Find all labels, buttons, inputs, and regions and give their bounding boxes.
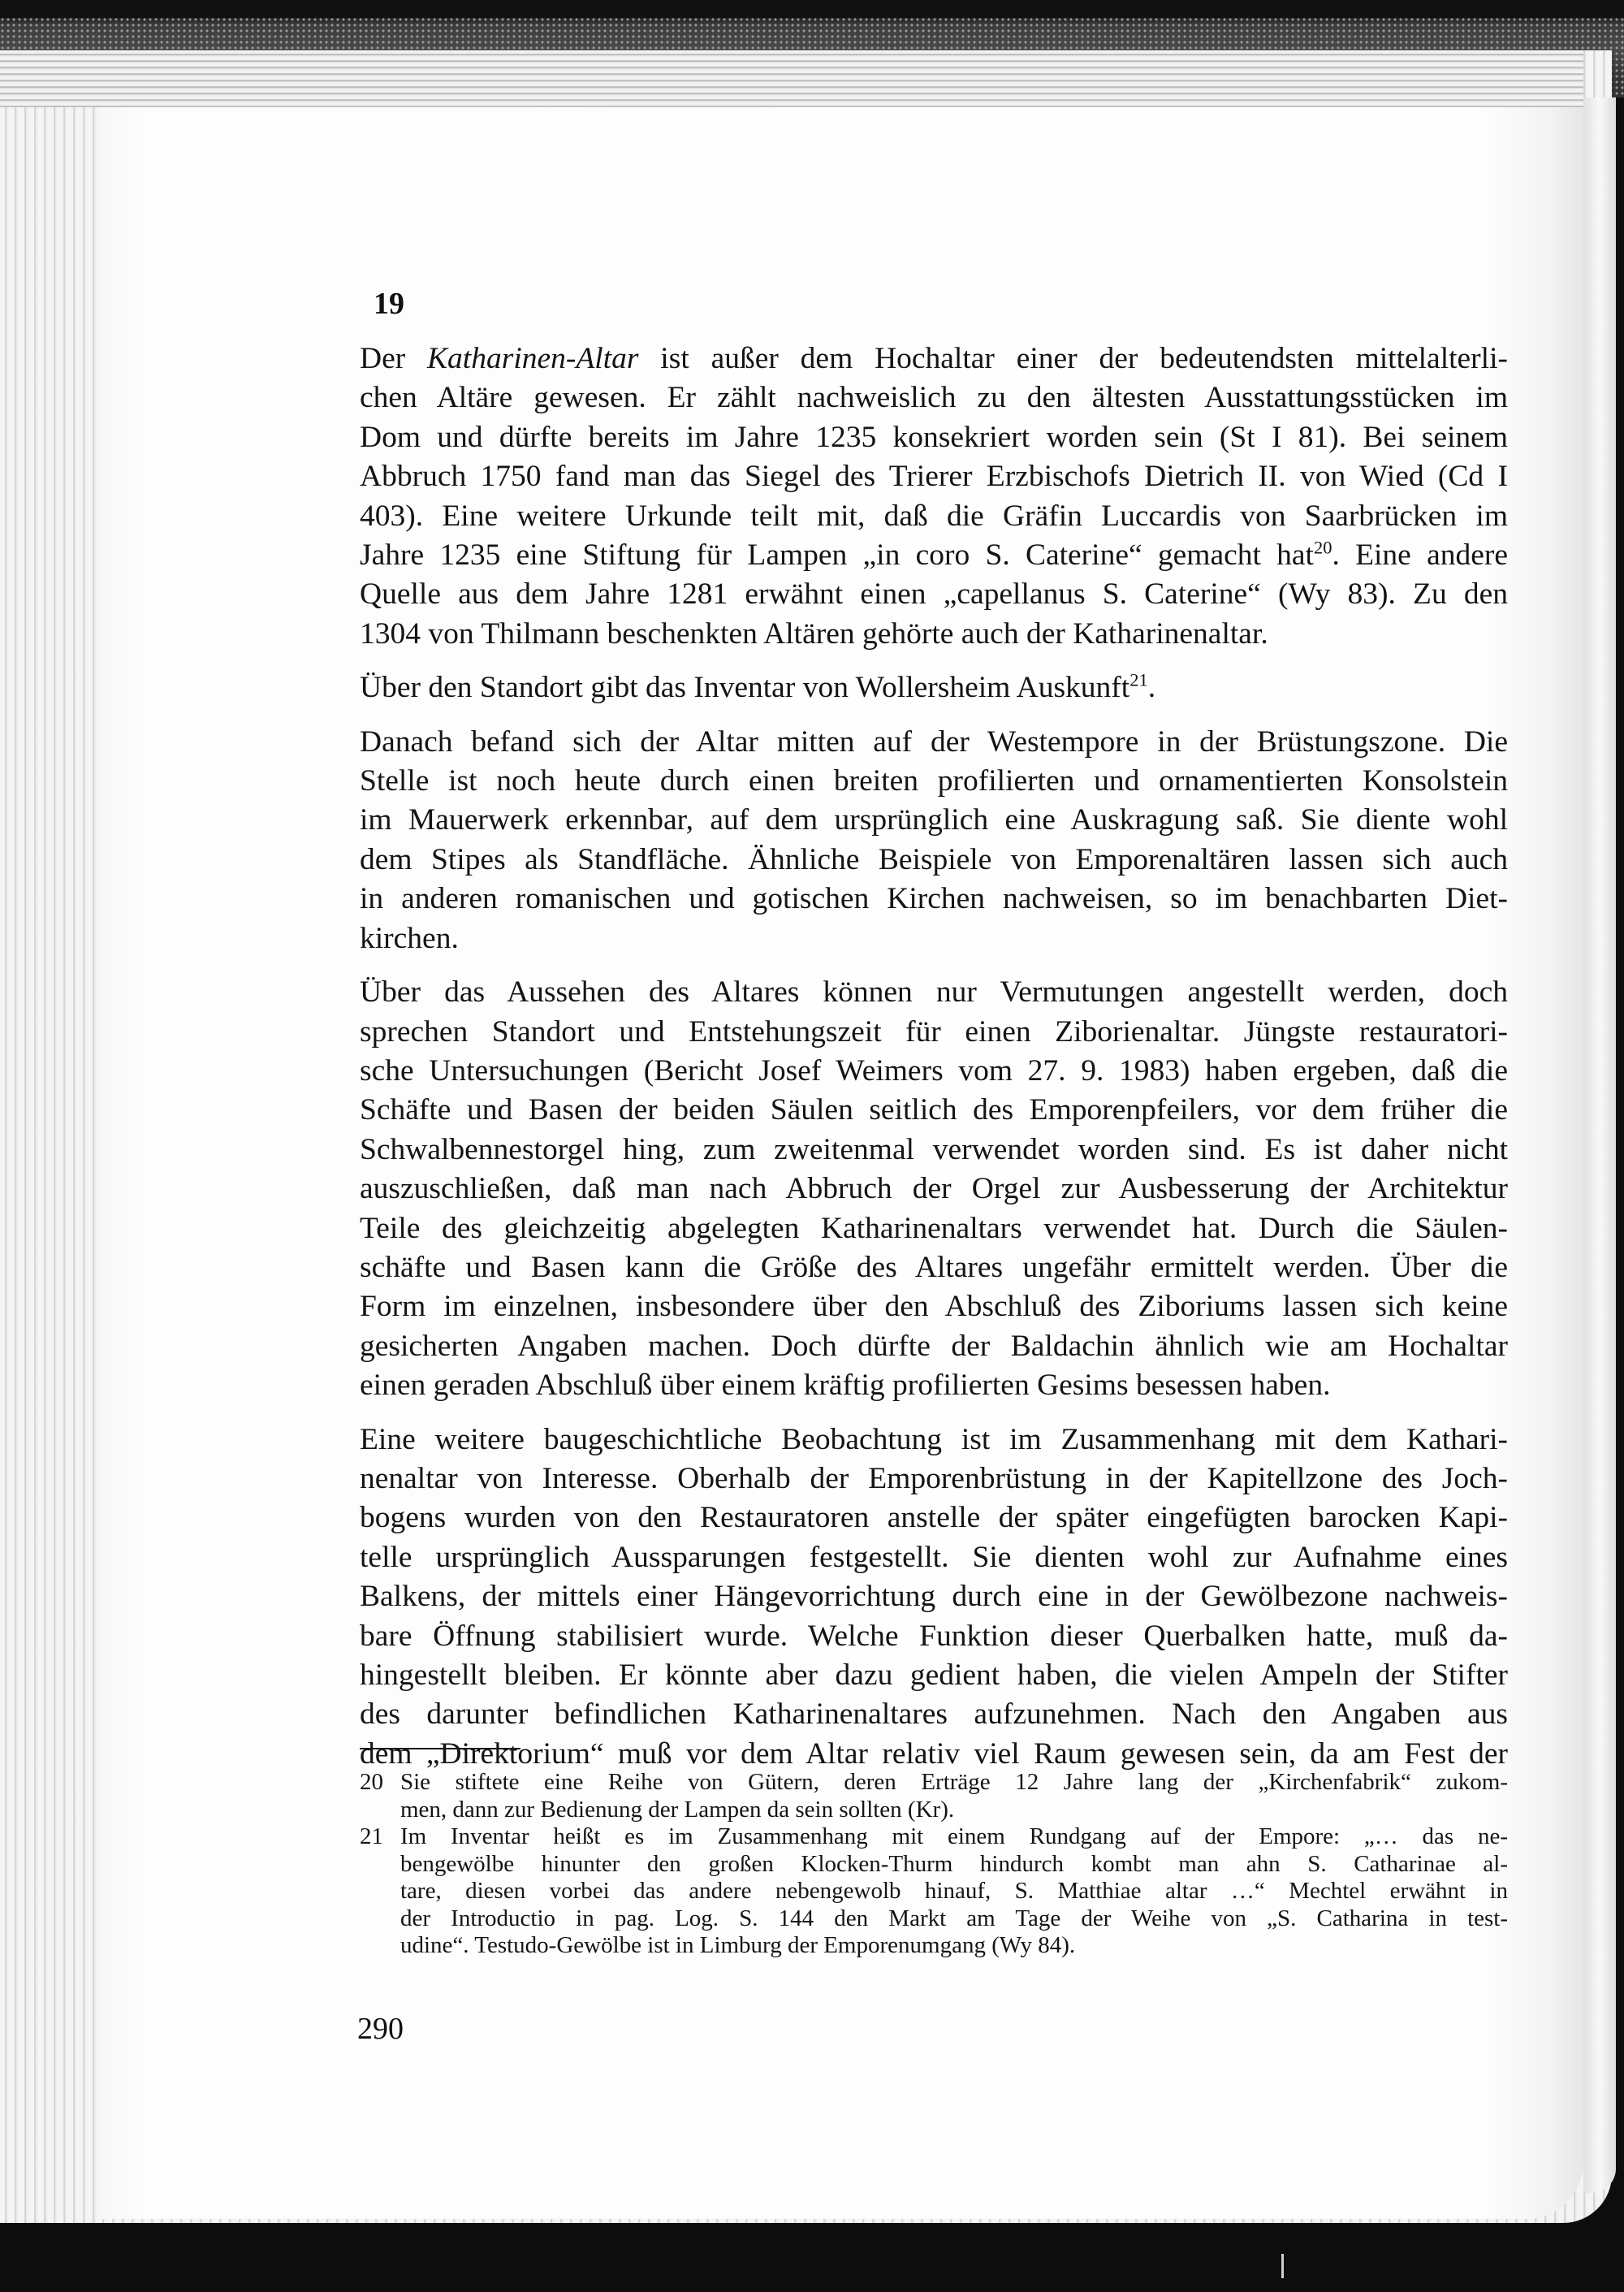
footnote-line: Im Inventar heißt es im Zusammenhang mit einem Rundgang auf der Empore: „… das ne- — [400, 1823, 1508, 1849]
body-text — [360, 339, 1508, 1788]
footnote-number: 20 — [360, 1769, 383, 1795]
footnote-line: udine“. Testudo-Gewölbe ist in Limburg der Emporenumgang (Wy 84). — [400, 1932, 1076, 1958]
footnote-reference[interactable]: 20 — [1313, 537, 1332, 558]
emphasized-term: Katharinen-Altar — [427, 342, 639, 375]
footnote-line: tare, diesen vorbei das andere nebengewolb hinauf, S. Matthiae altar …“ Mechtel erwähnt in — [400, 1878, 1508, 1904]
text-line: bare Öffnung stabilisiert wurde. Welche Funktion dieser Querbalken hatte, muß da- — [360, 1619, 1508, 1653]
text-line: sche Untersuchungen (Bericht Josef Weimers vom 27. 9. 1983) haben ergeben, daß die — [360, 1053, 1508, 1088]
paragraph — [360, 973, 1508, 1405]
page-stack-top-edges — [0, 50, 1583, 107]
text-line: Danach befand sich der Altar mitten auf der Westempore in der Brüstungszone. Die — [360, 724, 1508, 759]
bookmark-thread — [1281, 2254, 1284, 2278]
footnote-line: bengewölbe hinunter den großen Klocken-Thurm hindurch kombt man ahn S. Catharinae al- — [400, 1850, 1508, 1877]
text-line: telle ursprünglich Aussparungen festgestellt. Sie dienten wohl zur Aufnahme eines — [360, 1540, 1508, 1574]
text-line: chen Altäre gewesen. Er zählt nachweislich zu den ältesten Ausstattungsstücken im — [360, 381, 1508, 415]
text-line: Über den Standort gibt das Inventar von Wollersheim Auskunft$^{21}$. — [360, 669, 1156, 705]
text-line: gesicherten Angaben machen. Doch dürfte der Baldachin ähnlich wie am Hochaltar — [360, 1329, 1508, 1363]
dark-background-top — [0, 0, 1624, 18]
paragraph — [360, 339, 1508, 654]
text-line: hingestellt bleiben. Er könnte aber dazu gedient haben, die vielen Ampeln der Stifter — [360, 1658, 1508, 1692]
footnote-line: Sie stiftete eine Reihe von Gütern, deren Erträge 12 Jahre lang der „Kirchenfabrik“ zukom- — [400, 1769, 1508, 1795]
right-page-edge — [1583, 97, 1616, 2193]
text-line: Balkens, der mittels einer Hängevorrichtung durch eine in der Gewölbezone nachweis- — [360, 1580, 1508, 1614]
section-number: 19 — [374, 287, 404, 321]
footnote-line: der Introductio in pag. Log. S. 144 den Markt am Tage der Weihe von „S. Catharina in test- — [400, 1905, 1508, 1931]
text-line: Form im einzelnen, insbesondere über den Abschluß des Ziboriums lassen sich keine — [360, 1290, 1508, 1324]
text-line: einen geraden Abschluß über einem kräftig profilierten Gesims besessen haben. — [360, 1369, 1331, 1403]
text-line: 403). Eine weitere Urkunde teilt mit, daß die Gräfin Luccardis von Saarbrücken im — [360, 499, 1508, 533]
text-line: schäfte und Basen kann die Größe des Altares ungefähr ermittelt werden. Über die — [360, 1250, 1508, 1284]
paragraph — [360, 1421, 1508, 1775]
footnote-20 — [360, 1769, 1508, 1823]
text-line: Eine weitere baugeschichtliche Beobachtung ist im Zusammenhang mit dem Kathari- — [360, 1422, 1508, 1456]
text-line: Der Katharinen-Altar ist außer dem Hochaltar einer der bedeutendsten mittelalterli- — [360, 342, 1508, 375]
footnote-number: 21 — [360, 1823, 383, 1849]
text-line: dem Stipes als Standfläche. Ähnliche Beispiele von Emporenaltären lassen sich auch — [360, 842, 1508, 876]
text-line: in anderen romanischen und gotischen Kirchen nachweisen, so im benachbarten Diet- — [360, 882, 1508, 916]
footnote-21 — [360, 1823, 1508, 1960]
text-line: Jahre 1235 eine Stiftung für Lampen „in coro S. Caterine“ gemacht hat$^{20}$. Eine andere — [360, 537, 1508, 573]
text-line: Schwalbennestorgel hing, zum zweitenmal verwendet worden sind. Es ist daher nicht — [360, 1132, 1508, 1166]
text-line: kirchen. — [360, 921, 459, 955]
footnote-line: men, dann zur Bedienung der Lampen da sein sollten (Kr). — [400, 1796, 955, 1823]
text-line: nenaltar von Interesse. Oberhalb der Emporenbrüstung in der Kapitellzone des Joch- — [360, 1461, 1508, 1495]
text-line: Stelle ist noch heute durch einen breiten profilierten und ornamentierten Konsolstein — [360, 764, 1508, 798]
text-line: 1304 von Thilmann beschenkten Altären gehörte auch der Katharinenaltar. — [360, 616, 1268, 651]
footnote-reference[interactable]: 21 — [1129, 669, 1148, 690]
text-line: Dom und dürfte bereits im Jahre 1235 konsekriert worden sein (St I 81). Bei seinem — [360, 420, 1508, 454]
text-line: Teile des gleichzeitig abgelegten Katharinenaltars verwendet hat. Durch die Säulen- — [360, 1211, 1508, 1245]
paragraph — [360, 668, 1508, 707]
footnotes — [360, 1769, 1508, 1960]
footnote-separator-rule — [360, 1748, 520, 1749]
text-line: Über das Aussehen des Altares können nur Vermutungen angestellt werden, doch — [360, 975, 1508, 1010]
paragraph — [360, 723, 1508, 958]
text-line: des darunter befindlichen Katharinenaltares aufzunehmen. Nach den Angaben aus — [360, 1697, 1508, 1732]
text-line: dem „Direktorium“ muß vor dem Altar relativ viel Raum gewesen sein, da am Fest der — [360, 1736, 1508, 1771]
text-line: bogens wurden von den Restauratoren anstelle der später eingefügten barocken Kapi- — [360, 1501, 1508, 1535]
text-line: Abbruch 1750 fand man das Siegel des Trierer Erzbischofs Dietrich II. von Wied (Cd I — [360, 460, 1508, 494]
text-line: im Mauerwerk erkennbar, auf dem ursprünglich eine Auskragung saß. Sie diente wohl — [360, 803, 1508, 837]
text-line: Schäfte und Basen der beiden Säulen seitlich des Emporenpfeilers, vor dem früher die — [360, 1093, 1508, 1127]
text-line: auszuschließen, daß man nach Abbruch der Orgel zur Ausbesserung der Architektur — [360, 1172, 1508, 1206]
text-line: sprechen Standort und Entstehungszeit für einen Ziborienaltar. Jüngste restauratori- — [360, 1014, 1508, 1049]
text-line: Quelle aus dem Jahre 1281 erwähnt einen „capellanus S. Caterine“ (Wy 83). Zu den — [360, 577, 1508, 612]
page-number: 290 — [357, 2012, 404, 2046]
